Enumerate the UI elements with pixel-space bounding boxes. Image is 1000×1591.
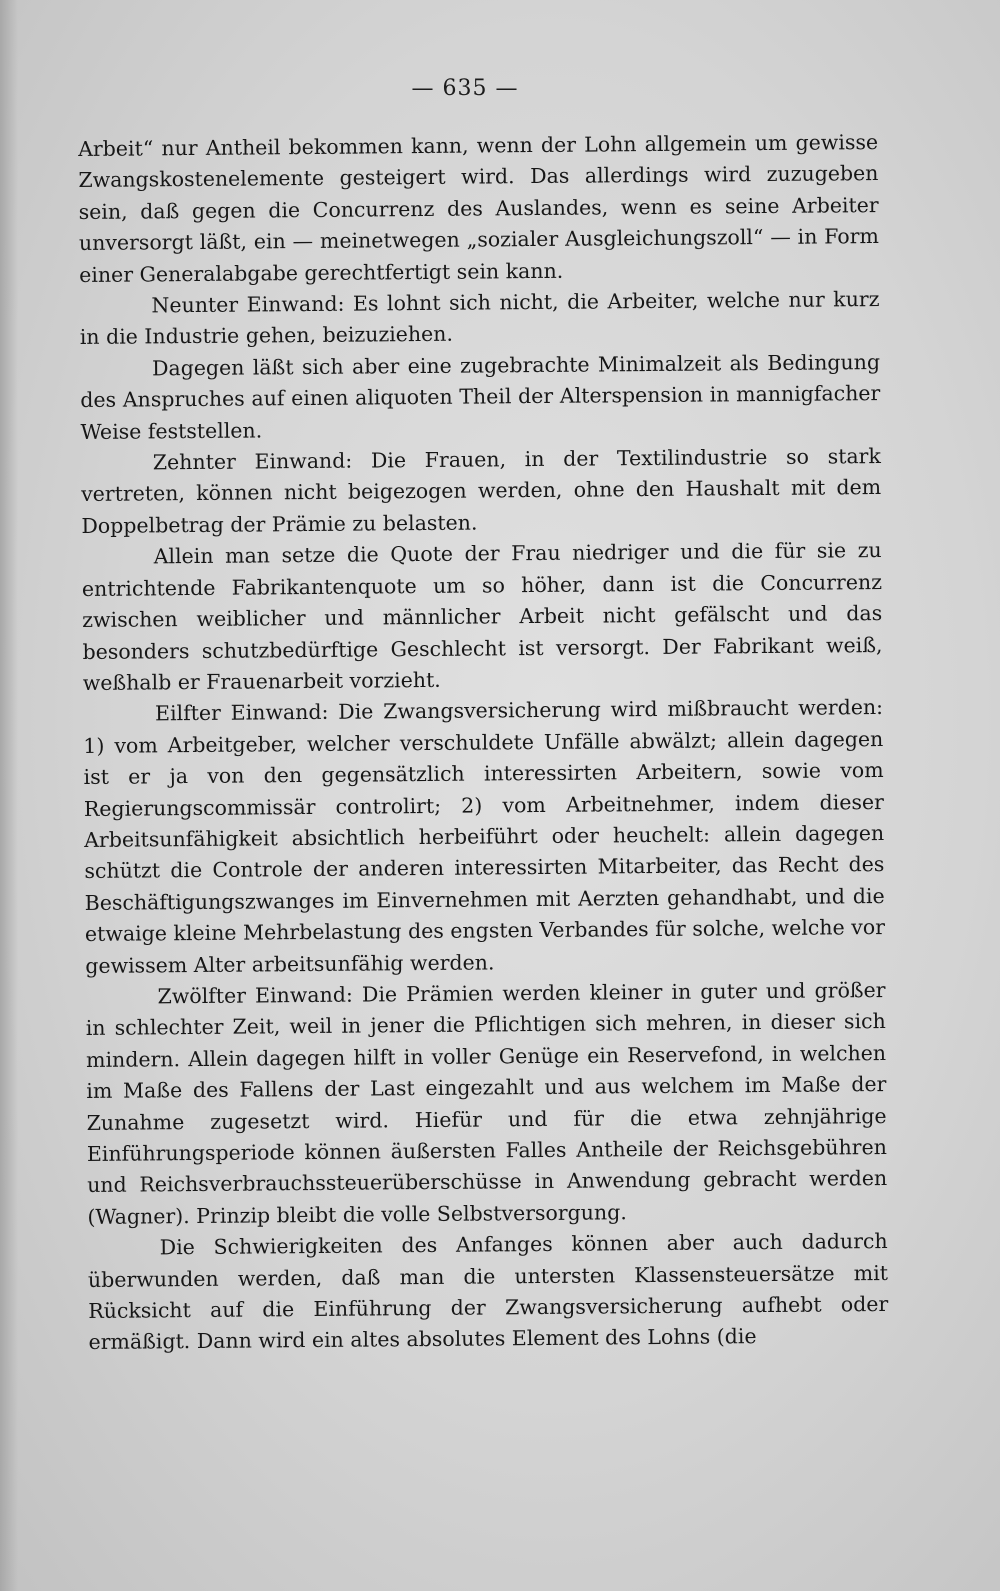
body-text <box>78 127 889 1359</box>
page-edge-shadow <box>0 0 18 1591</box>
page-number: — 635 — <box>411 76 519 101</box>
paragraph: Die Schwierigkeiten des Anfanges können aber auch dadurch überwunden werden, daß man die untersten Klassensteuersätze mit Rücksicht auf die Einführung der Zwangsversicherung aufhebt oder ermäßigt. Dann wird ein altes absolutes Element des Lohns (die <box>87 1229 889 1355</box>
paragraph: Zwölfter Einwand: Die Prämien werden kleiner in guter und größer in schlechter Zeit, weil in jener die Pflichtigen sich mehren, in dieser sich mindern. Allein dagegen hilft in voller Genüge ein Reservefond, in welchen im Maße des Fallens der Last eingezahlt und aus welchem im Maße der Zunahme zugesetzt wird. Hiefür und für die etwa zehnjährige Einführungsperiode können äußersten Falles Antheile der Reichsgebühren und Reichsverbrauchssteuerüberschüsse in Anwendung gebracht werden (Wagner). Prinzip bleibt die volle Selbstversorgung. <box>85 977 888 1229</box>
paragraph: Zehnter Einwand: Die Frauen, in der Textilindustrie so stark vertreten, können nicht beigezogen werden, ohne den Haushalt mit dem Doppelbetrag der Prämie zu belasten. <box>81 444 882 538</box>
paragraph: Eilfter Einwand: Die Zwangsversicherung wird mißbraucht werden: 1) vom Arbeitgeber, welcher verschuldete Unfälle abwälzt; allein dagegen ist er ja von den gegensätzlich interessirten Arbeitern, sowie vom Regierungscommissär controlirt; 2) vom Arbeitnehmer, indem dieser Arbeitsunfähigkeit absichtlich herbeiführt oder heuchelt: allein dagegen schützt die Controle der anderen interessirten Mitarbeiter, das Recht des Beschäftigungszwanges im Einvernehmen mit Aerzten gehandhabt, und die etwaige kleine Mehrbelastung des engsten Verbandes für solche, welche vor gewissem Alter arbeitsunfähig werden. <box>83 695 886 978</box>
paragraph: Dagegen läßt sich aber eine zugebrachte Minimalzeit als Bedingung des Anspruches auf einen aliquoten Theil der Alterspension in mannigfacher Weise feststellen. <box>80 349 881 444</box>
paragraph: Neunter Einwand: Es lohnt sich nicht, die Arbeiter, welche nur kurz in die Industrie gehen, beizuziehen. <box>79 287 880 350</box>
paragraph: Allein man setze die Quote der Frau niedriger und die für sie zu entrichtende Fabrikantenquote um so höher, dann ist die Concurrenz zwischen weiblicher und männlicher Arbeit nicht gefälscht und das besonders schutzbedürftige Geschlecht ist versorgt. Der Fabrikant weiß, weßhalb er Frauenarbeit vorzieht. <box>81 538 883 695</box>
paragraph: Arbeit“ nur Antheil bekommen kann, wenn der Lohn allgemein um gewisse Zwangskostenelemente gesteigert wird. Das allerdings wird zuzugeben sein, daß gegen die Concurrenz des Auslandes, wenn es seine Arbeiter unversorgt läßt, ein — meinetwegen „sozialer Ausgleichungszoll“ — in Form einer Generalabgabe gerechtfertigt sein kann. <box>78 130 880 287</box>
